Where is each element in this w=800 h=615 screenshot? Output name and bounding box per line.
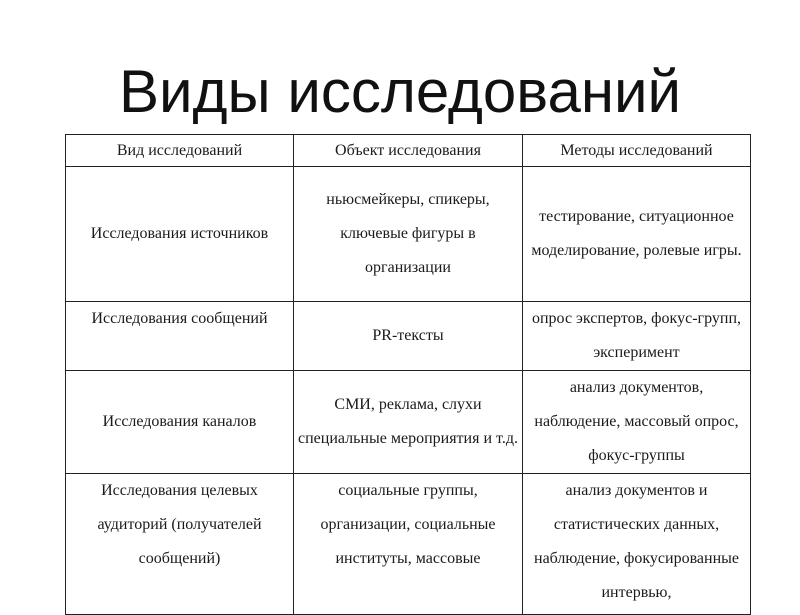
cell-research-object: ньюсмейкеры, спикеры, ключевые фигуры в организации: [294, 167, 523, 302]
header-research-object: Объект исследования: [294, 135, 523, 167]
page-title: Виды исследований: [118, 58, 682, 125]
cell-research-type: Исследования источников: [66, 167, 294, 302]
table-header-row: [66, 135, 751, 167]
cell-research-object: PR-тексты: [294, 302, 523, 371]
cell-research-methods: опрос экспертов, фокус-групп, эксперимент: [523, 302, 751, 371]
cell-research-object: СМИ, реклама, слухи специальные мероприятия и т.д.: [294, 371, 523, 474]
cell-research-methods: анализ документов, наблюдение, массовый опрос, фокус-группы: [523, 371, 751, 474]
header-research-methods: Методы исследований: [523, 135, 751, 167]
cell-research-object: социальные группы, организации, социальные институты, массовые: [294, 474, 523, 615]
table-row: [66, 167, 751, 302]
cell-research-methods: тестирование, ситуационное моделирование, ролевые игры.: [523, 167, 751, 302]
header-research-type: Вид исследований: [66, 135, 294, 167]
cell-research-type: Исследования сообщений: [66, 302, 294, 371]
research-types-table: [65, 134, 751, 615]
table-row: [66, 474, 751, 615]
cell-research-type: Исследования каналов: [66, 371, 294, 474]
cell-research-methods: анализ документов и статистических данных, наблюдение, фокусированные интервью,: [523, 474, 751, 615]
table-row: [66, 371, 751, 474]
cell-research-type: Исследования целевых аудиторий (получателей сообщений): [66, 474, 294, 615]
table-row: [66, 302, 751, 371]
